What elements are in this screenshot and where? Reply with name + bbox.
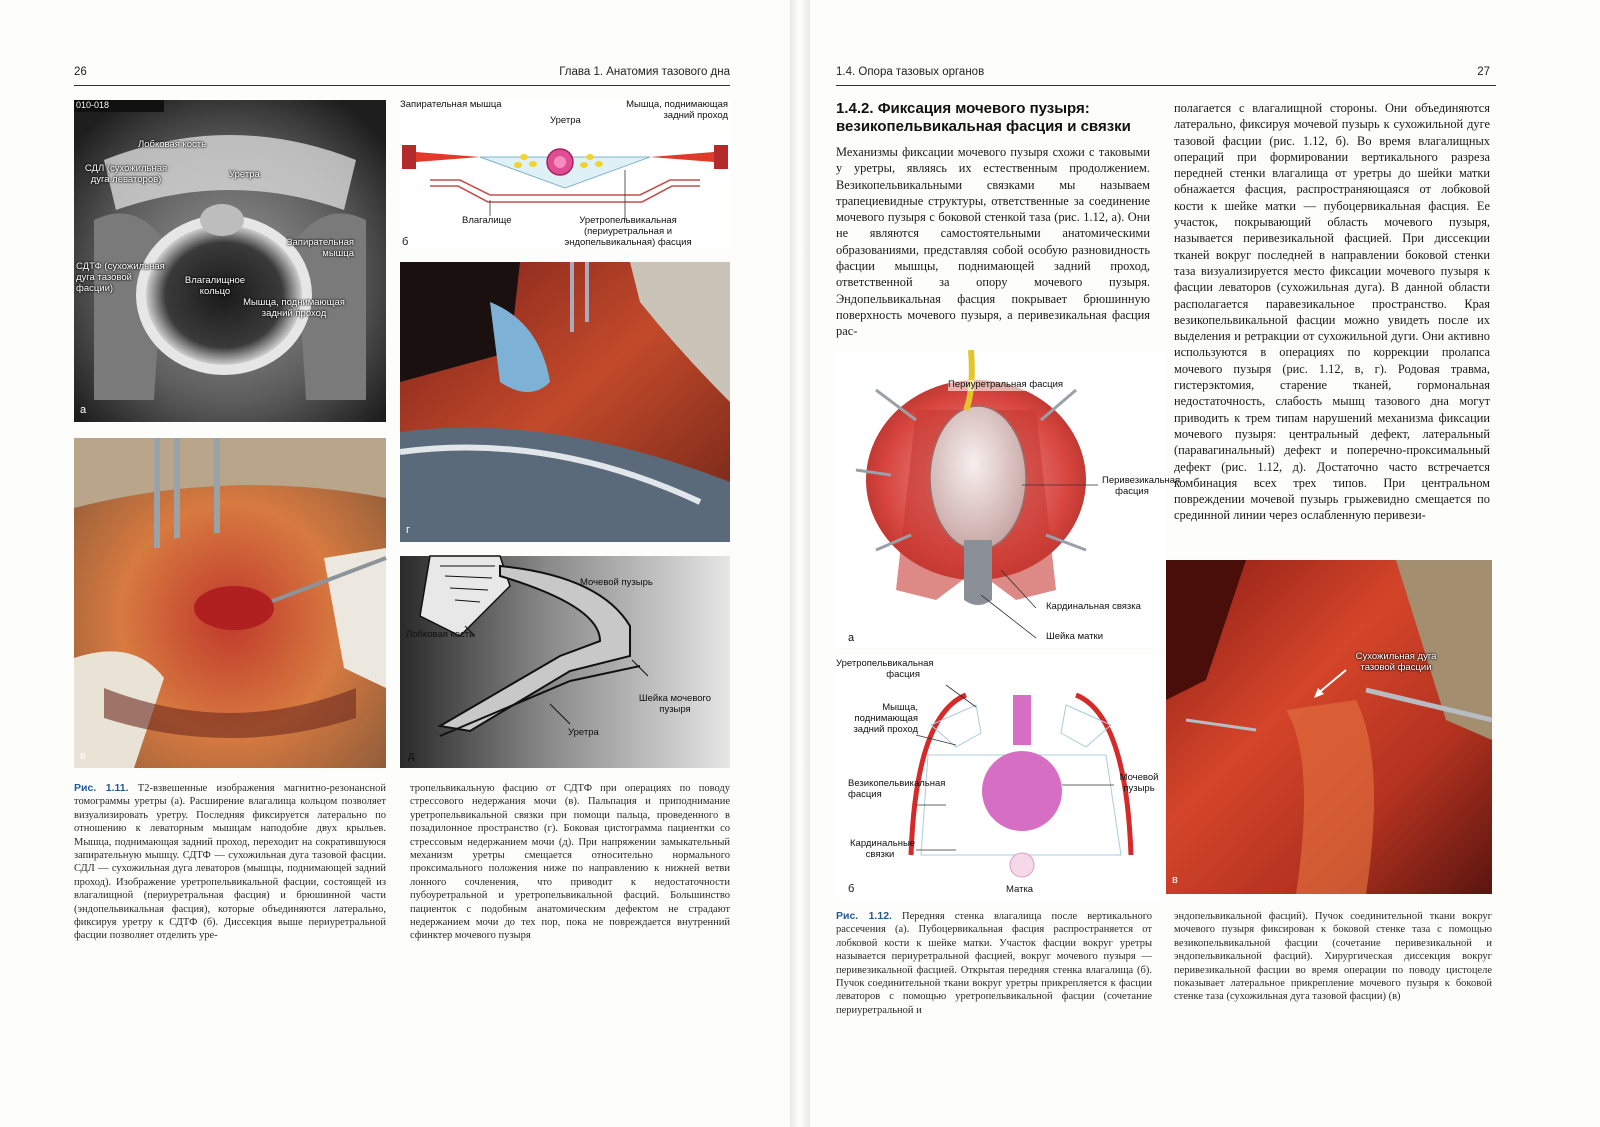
figure-letter-g: г (406, 524, 411, 536)
figure-1-11-caption-col2: тропельвикальную фасцию от СДТФ при операциях по поводу стрессового недержания мочи (в). Пальпация и приподнимание уретропельвикальной связки при помощи пальца, проведенного в позадилонное пространство (г). Боковая цистограмма пациентки со стрессовым недержанием мочи (д). При напряжении замыкательный механизм уретры смещается относительно нормального проксимального положения ниже по направлению к нижней ветви лонного сочленения, что приводит к недостаточности пубоуретральной и уретропельвикальной фасций. Большинство пациенток с подобным анатомическим дефектом не страдают недержанием мочи до тех пор, пока не повреждается внутренний сфинктер мочевого пузыря (410, 783, 730, 942)
label-levator-b: Мышца, поднимающая задний проход (853, 702, 918, 735)
surgical-photo-v (74, 438, 386, 768)
header-rule (74, 85, 730, 86)
label-bladder-neck: Шейка мочевого пузыря (638, 693, 712, 715)
figure-1-12-v-photo (1166, 560, 1492, 894)
label-periurethral-fascia: Периуретральная фасция (948, 379, 1064, 390)
page-number: 26 (74, 66, 87, 78)
figure-letter-b: б (402, 236, 409, 248)
body-text-col2: полагается с влагалищной стороны. Они объединяются латерально, фиксируя мочевой пузырь к сухожильной дуге тазовой фасции (рис. 1.12, б). Во время влагалищных операций при формировании вертикального разреза передней стенки влагалища от уретры до шейки матки обнажается фасция, распространяющаяся от лобковой кости к шейке матки — пубоцервикальная фасция. Ее участок, покрывающий область мочевого пузыря, называется перивезикальной фасцией. При диссекции тканей вокруг последней в направлении боковой стенки таза визуализируется место фиксации мочевого пузыря к фасции леваторов (сухожильная дуга). В данной области располагается паравезикальное пространство. Края везикопельвикальной фасции можно увидеть после их выделения и ретракции от сухожильной дуги. Они активно используются в операциях по коррекции пролапса мочевого пузыря (рис. 1.12, в, г). Родовая травма, гистерэктомия, старение тканей, гормональная недостаточность, слабость мышц тазового дна могут приводить к трем типам нарушений механизма фиксации мочевого пузыря: центральный дефект, латеральный (паравагинальный) дефект и поперечно-проксимальный дефект (рис. 1.12, д). Достаточно часто встречается комбинация всех трех типов. При центральном повреждении мочевой пузырь грыжевидно смещается по срединной линии через ослабленную перивези- (1174, 101, 1490, 523)
caption-text-right: Передняя стенка влагалища после вертикального рассечения (а). Пубоцервикальная фасция распространяется от лобковой кости к шейке матки. Участок фасции вокруг уретры называется периуретральной фасцией, вокруг мочевого пузыря — перивезикальной фасцией. Открытая передняя стенка влагалища (б). Пучок соединительной ткани вокруг уретры прикрепляется к фасции леваторов с помощью уретропельвикальной фасции (сочетание периуретральной и (836, 911, 1152, 1016)
label-urethropelvic-fascia: Уретропельвикальная (периуретральная и эндопельвикальная) фасция (564, 215, 692, 248)
figure-1-12-caption-col1 (836, 910, 1152, 1017)
figure-letter-b-right: б (848, 883, 855, 895)
label-cardinal-ligament: Кардинальная связка (1046, 601, 1141, 612)
label-urethropelvic-fascia-b: Уретропельвикальная фасция (836, 658, 934, 680)
figure-1-12-a-illustration (836, 350, 1181, 648)
label-bladder-b: Мочевой пузырь (1119, 772, 1159, 794)
label-vesicopelvic-fascia: Везикопельвикальная фасция (848, 778, 946, 800)
figure-letter-a: а (80, 404, 87, 416)
section-title: 1.4.2. Фиксация мочевого пузыря: везикопельвикальная фасция и связки (836, 100, 1131, 135)
label-levator-diagram: Мышца, поднимающая задний проход (626, 99, 728, 121)
label-urethra: Уретра (229, 169, 260, 180)
label-sdtf: СДТФ (сухожильная дуга тазовой фасции) (76, 261, 165, 294)
figure-letter-v: в (80, 750, 86, 762)
book-gutter (790, 0, 810, 1127)
label-tendinous-arch: Сухожильная дуга тазовой фасции (1355, 651, 1437, 673)
figure-1-12-b-diagram (836, 655, 1166, 900)
running-head: Глава 1. Анатомия тазового дна (559, 66, 730, 78)
figure-1-11-b-diagram (400, 100, 730, 250)
label-pubic-bone: Лобковая кость (138, 139, 207, 150)
left-page (0, 0, 790, 1127)
label-levator-mri: Мышца, поднимающая задний проход (243, 297, 345, 319)
running-head-right: 1.4. Опора тазовых органов (836, 66, 985, 78)
figure-number-right: Рис. 1.12. (836, 910, 892, 922)
figure-1-11-d-cystogram (400, 556, 730, 768)
figure-1-11-caption-col1 (74, 782, 386, 943)
header-rule-right (836, 85, 1496, 86)
figure-number: Рис. 1.11. (74, 782, 129, 794)
figure-letter-a-right: а (848, 632, 855, 644)
label-pubic-bone-cystogram: Лобковая кость (406, 629, 475, 640)
figure-letter-d: д (408, 750, 415, 762)
label-vagina-diagram: Влагалище (462, 215, 512, 226)
surgical-photo-right-v (1166, 560, 1492, 894)
label-cardinal-ligaments: Кардинальные связки (850, 838, 916, 860)
label-uterus: Матка (1006, 884, 1034, 895)
label-cervix: Шейка матки (1046, 631, 1104, 642)
figure-1-12-caption-col2: эндопельвикальной фасций). Пучок соединительной ткани вокруг мочевого пузыря фиксирован к боковой стенке таза с помощью везикопельвикальной фасции (сочетание перивезикальной и эндопельвикальной фасций). Хирургическая диссекция вокруг перивезикальной фасции во время операции по поводу цистоцеле показывает латеральное прикрепление мочевого пузыря к боковой стенке таза (сухожильная дуга тазовой фасции) (в) (1174, 911, 1492, 1003)
label-sdl: СДЛ (сухожильная дуга леваторов) (84, 163, 168, 185)
right-page (810, 0, 1600, 1127)
label-vaginal-ring: Влагалищное кольцо (184, 275, 246, 297)
body-text-col1: Механизмы фиксации мочевого пузыря схожи с таковыми у уретры, являясь их естественным продолжением. Везикопельвикальными связками мы называем трапециевидные структуры, ответственные за соединение мочевого пузыря с боковой стенкой таза (рис. 1.12, а). Они не являются самостоятельными анатомическими образованиями, представляя собой особую разновидность фасции мышцы, поднимающей задний проход, ответственной за опору мочевого пузыря. Эндопельвикальная фасция покрывает брюшинную поверхность мочевого пузыря, а перивезикальная фасция рас- (836, 145, 1150, 339)
figure-letter-v-right: в (1172, 874, 1178, 886)
label-urethra-cystogram: Уретра (568, 727, 599, 738)
mri-corner-text: 010-018 (76, 100, 110, 110)
label-urethra-diagram: Уретра (550, 115, 581, 126)
figure-1-11-v-photo (74, 438, 386, 768)
label-bladder-cystogram: Мочевой пузырь (580, 577, 653, 588)
caption-text: Т2-взвешенные изображения магнитно-резонансной томограммы уретры (а). Расширение влагалища кольцом позволяет визуализировать уретру. Последняя фиксируется латерально по отношению к леваторным мышцам наподобие двух крыльев. Мышца, поднимающая задний проход, переходит на сократившуюся запирательную мышцу. СДТФ — сухожильная дуга тазовой фасции. СДЛ — сухожильная дуга леваторов (мышцы, поднимающей задний проход). Изображение уретропельвикальной фасции, состоящей из влагалищной (периуретральная фасция) и брюшинной части (эндопельвикальная фасция), которые объединяются латерально, фиксируя уретру к СДТФ (б). Диссекция выше периуретральной фасции позволяет отделить уре- (74, 783, 387, 942)
label-perivesical-fascia: Перивезикальная фасция (1102, 475, 1181, 497)
surgical-photo-g (400, 262, 730, 542)
label-obturator-diagram: Запирательная мышца (400, 99, 502, 110)
cystogram-image (400, 556, 730, 768)
figure-1-11-g-photo (400, 262, 730, 542)
page-number-right: 27 (1477, 66, 1490, 78)
figure-1-11-a-mri (74, 100, 386, 422)
label-obturator: Запирательная мышца (286, 237, 354, 259)
